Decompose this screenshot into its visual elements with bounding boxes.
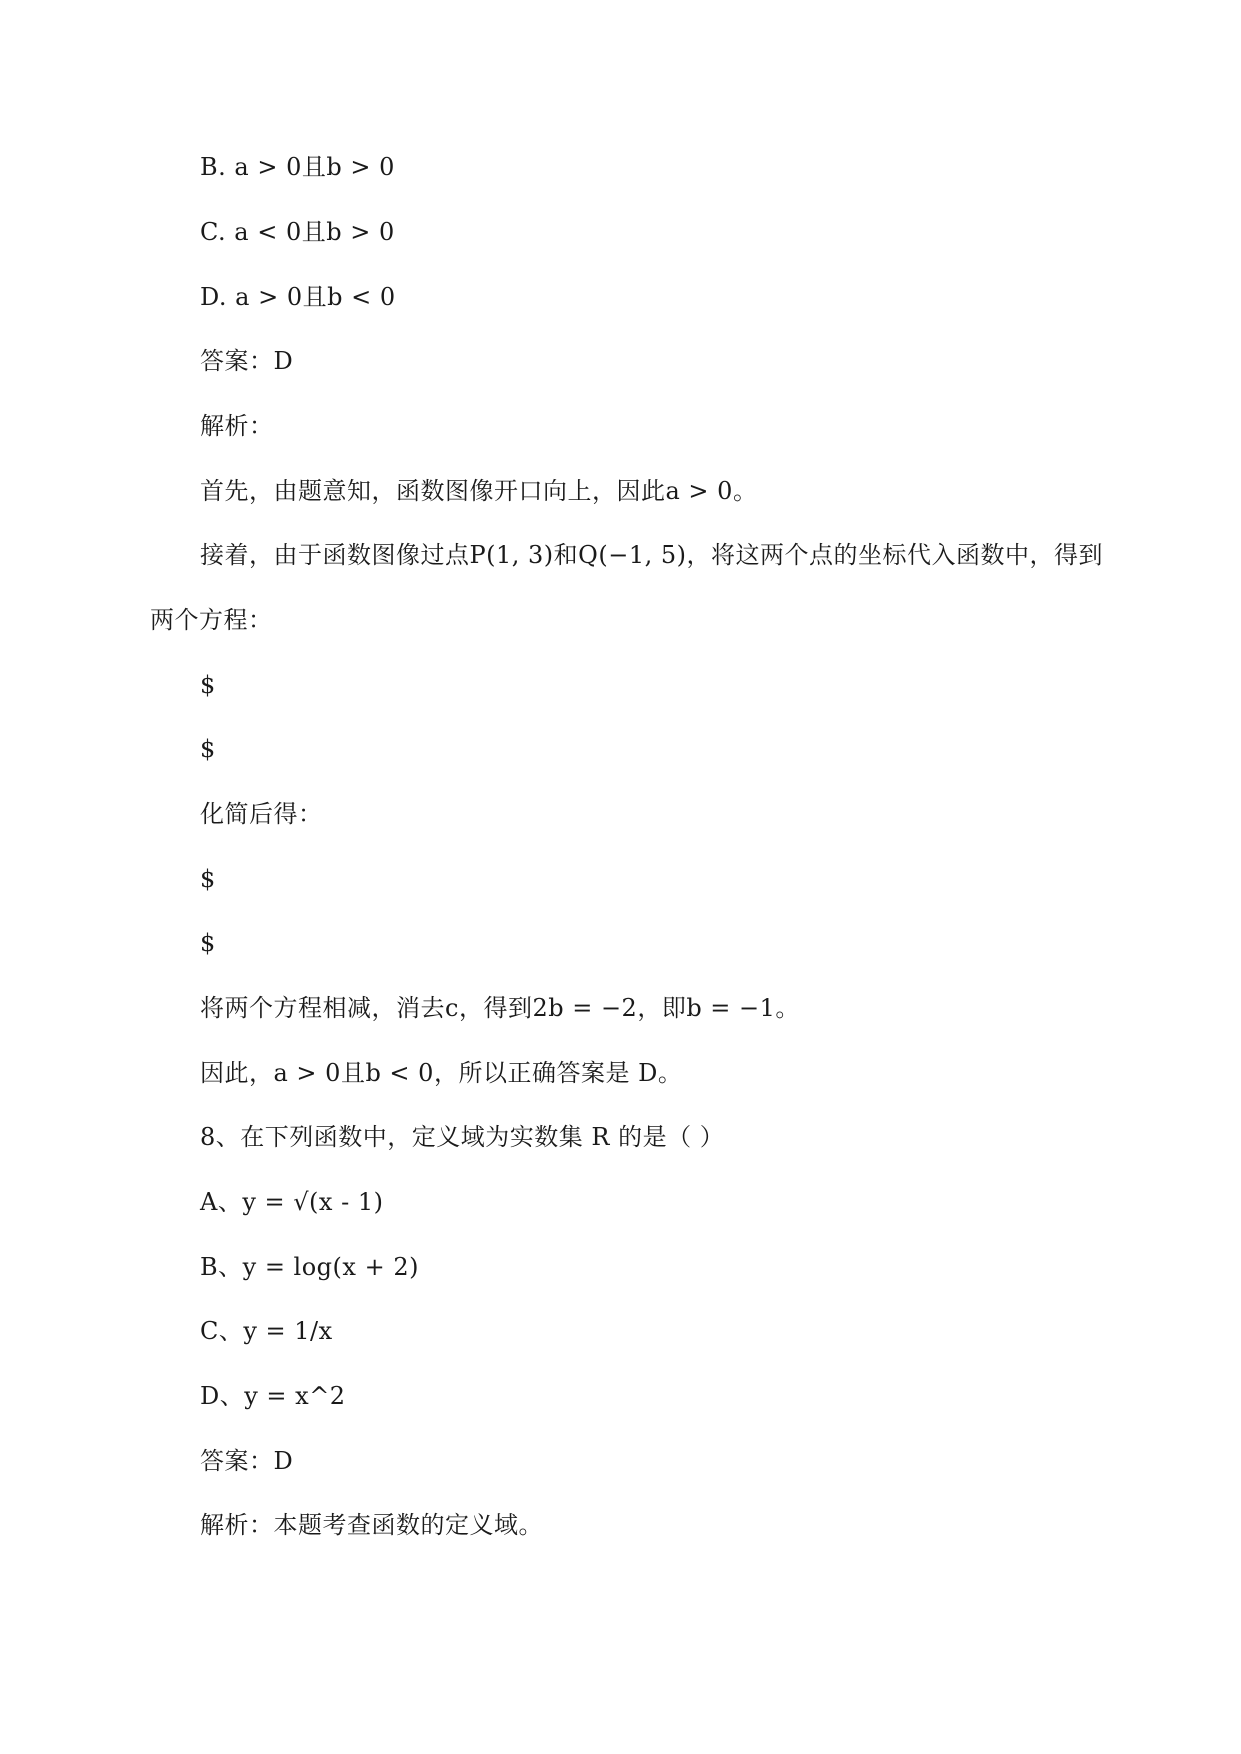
option-d: D、y = x^2	[200, 1382, 346, 1410]
option-b: B. a > 0且b > 0	[200, 153, 395, 181]
analysis-paragraph: 接着，由于函数图像过点P(1, 3)和Q(−1, 5)，将这两个点的坐标代入函数中，得到	[200, 541, 1103, 569]
analysis-paragraph: 首先，由题意知，函数图像开口向上，因此a > 0。	[200, 477, 758, 505]
analysis-paragraph-continued: 两个方程：	[150, 606, 273, 634]
option-c: C、y = 1/x	[200, 1317, 333, 1345]
equation-placeholder: $	[200, 865, 216, 893]
option-b: B、y = log(x + 2)	[200, 1253, 419, 1281]
analysis-paragraph: 化简后得：	[200, 800, 323, 828]
answer-line: 答案：D	[200, 347, 294, 375]
analysis-line: 解析：本题考查函数的定义域。	[200, 1511, 543, 1539]
equation-placeholder: $	[200, 735, 216, 763]
question-8: 8、在下列函数中，定义域为实数集 R 的是（ ）	[200, 1123, 725, 1151]
analysis-paragraph: 将两个方程相减，消去c，得到2b = −2，即b = −1。	[200, 994, 800, 1022]
analysis-conclusion: 因此，a > 0且b < 0，所以正确答案是 D。	[200, 1059, 683, 1087]
analysis-heading: 解析：	[200, 412, 274, 440]
option-a: A、y = √(x - 1)	[200, 1188, 384, 1216]
equation-placeholder: $	[200, 929, 216, 957]
equation-placeholder: $	[200, 671, 216, 699]
option-d: D. a > 0且b < 0	[200, 283, 396, 311]
answer-line: 答案：D	[200, 1447, 294, 1475]
option-c: C. a < 0且b > 0	[200, 218, 395, 246]
